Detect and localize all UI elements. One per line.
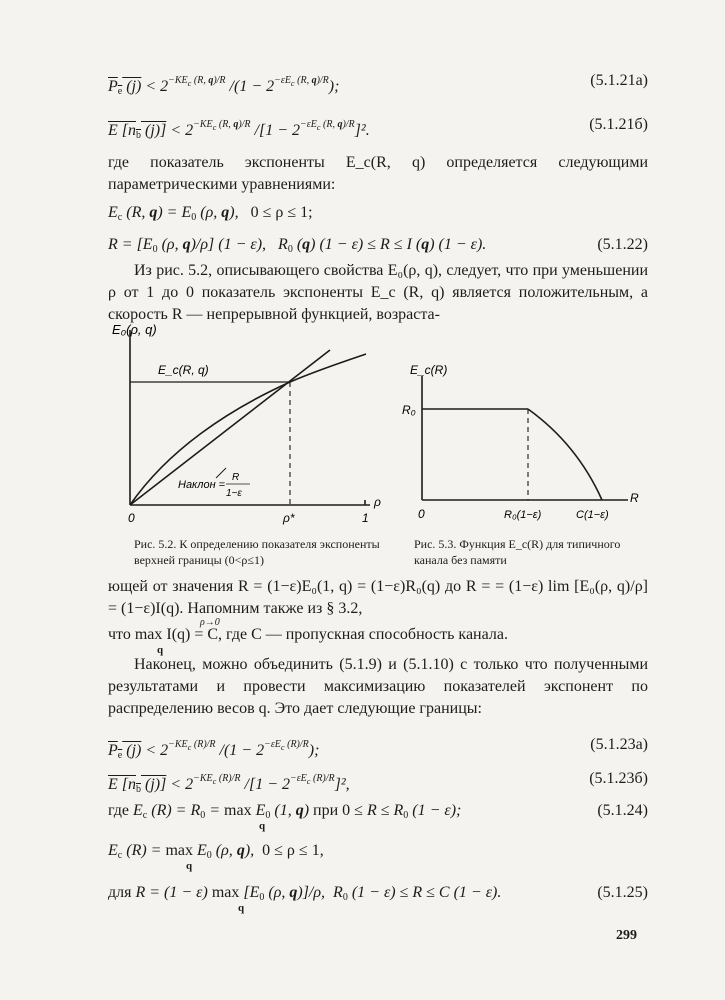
- paragraph-3b: что max I(q) = C, где C — пропускная способность канала.: [108, 626, 508, 643]
- equation-5-1-23b: E [$n_b$ $(j)] < 2^{-KE_c (R)/R}$ $/[1 - 2^{-\varepsilon E_c (R)/R}]^2$, (5.1.23б): [108, 770, 648, 795]
- equation-5-1-24: где $E_c$ $(R) = R_0 = \max E_0$ (1, q) при $0 \le R \le R_0$ (1 − ε); (5.1.24): [108, 802, 648, 821]
- fig53-x-tick1: R₀(1−ε): [504, 509, 542, 521]
- equation-number: (5.1.25): [597, 884, 648, 901]
- equation-5-1-25: для R = (1 − ε) $\max [E_0$ (ρ, q)]/ρ, $R_0$ (1 − ε) ≤ R ≤ C (1 − ε). (5.1.25): [108, 884, 648, 903]
- figure-5-3: [400, 362, 650, 527]
- fig52-slope-label: Наклон =: [178, 479, 226, 491]
- equation-number: (5.1.22): [597, 236, 648, 253]
- fig52-slope-den: 1−ε: [226, 488, 242, 499]
- max-subscript: q: [157, 644, 164, 656]
- paragraph-3a: ющей от значения R = (1−ε)E₀(1, q) = (1−ε)R₀(q) до R = = (1−ε) lim [E₀(ρ, q)/ρ] = (1−ε)I(q). Напомним также из § 3.2,: [108, 578, 648, 617]
- equation-5-1-22a: $E_c$ (R, $q) = E_0$ (ρ, q), 0 ≤ ρ ≤ 1;: [108, 204, 313, 223]
- equation-number: (5.1.21б): [589, 116, 648, 133]
- fig52-x-one: 1: [362, 511, 369, 525]
- max-subscript-24b: q: [186, 860, 193, 872]
- figure-5-3-caption: Рис. 5.3. Функция E_c(R) для типичного канала без памяти: [414, 537, 621, 567]
- fig52-slope-num: R: [232, 472, 240, 483]
- fig53-x-var: R: [630, 491, 639, 505]
- paragraph-4: Наконец, можно объединить (5.1.9) и (5.1.10) с только что полученными результатами и провести максимизацию показателей экспонент по распределению весов q. Это дает следующие границы:: [108, 656, 648, 717]
- paragraph-1: где показатель экспоненты E_c(R, q) определяется следующими параметрическими уравнениями:: [108, 154, 648, 193]
- equation-5-1-22b: $R = [E_0$ (ρ, q)/ρ] (1 − ε), $R_0$ (q) (1 − ε) ≤ R ≤ I (q) (1 − ε). (5.1.22): [108, 236, 648, 255]
- max-subscript-25: q: [238, 902, 245, 914]
- paragraph-2: Из рис. 5.2, описывающего свойства E₀(ρ, q), следует, что при уменьшении ρ от 1 до 0 показатель экспоненты E_c (R, q) является положительным, а скорость R — непрерывной функцией, возраста-: [108, 262, 648, 323]
- equation-number: (5.1.21а): [590, 72, 648, 89]
- max-subscript-24: q: [259, 820, 266, 832]
- equation-number: (5.1.24): [597, 802, 648, 819]
- equation-5-1-21a: $P_e$ $(j) < 2^{-KE_c (R, q)/R}$ $/(1 - 2^{-\varepsilon E_c (R, q)/R})$; (5.1.21а): [108, 72, 648, 97]
- page-number: 299: [616, 928, 637, 943]
- equation-number: (5.1.23б): [589, 770, 648, 787]
- figure-5-2-caption: Рис. 5.2. К определению показателя экспоненты верхней границы (0<ρ≤1): [134, 537, 380, 567]
- equation-5-1-24b: $E_c$ $(R) = \max E_0$ (ρ, q), 0 ≤ ρ ≤ 1,: [108, 842, 324, 861]
- equation-number: (5.1.23а): [590, 736, 648, 753]
- fig52-curve-label: E_c(R, q): [158, 363, 209, 377]
- figure-5-2: [108, 320, 398, 530]
- fig53-y-tick: R₀: [402, 403, 416, 417]
- slope-pointer: [216, 468, 226, 478]
- fig53-ylabel: E_c(R): [410, 363, 448, 377]
- equation-5-1-23a: $P_e$ $(j) < 2^{-KE_c (R)/R}$ $/(1 - 2^{-\varepsilon E_c (R)/R})$; (5.1.23а): [108, 736, 648, 761]
- lim-subscript: ρ→0: [200, 617, 220, 628]
- equation-5-1-21b: E [$n_b$ $(j)] < 2^{-KE_c (R, q)/R}$ $/[1 - 2^{-\varepsilon E_c (R, q)/R}]^2$. (5.1.21б): [108, 116, 648, 141]
- fig53-x-tick2: C(1−ε): [576, 509, 609, 521]
- fig52-x-var: ρ: [374, 495, 381, 509]
- fig53-origin: 0: [418, 507, 425, 521]
- fig52-origin: 0: [128, 511, 135, 525]
- fig52-x-star: ρ*: [283, 511, 295, 525]
- fig52-ylabel: E₀(ρ, q): [112, 322, 157, 337]
- falling-curve: [528, 409, 602, 500]
